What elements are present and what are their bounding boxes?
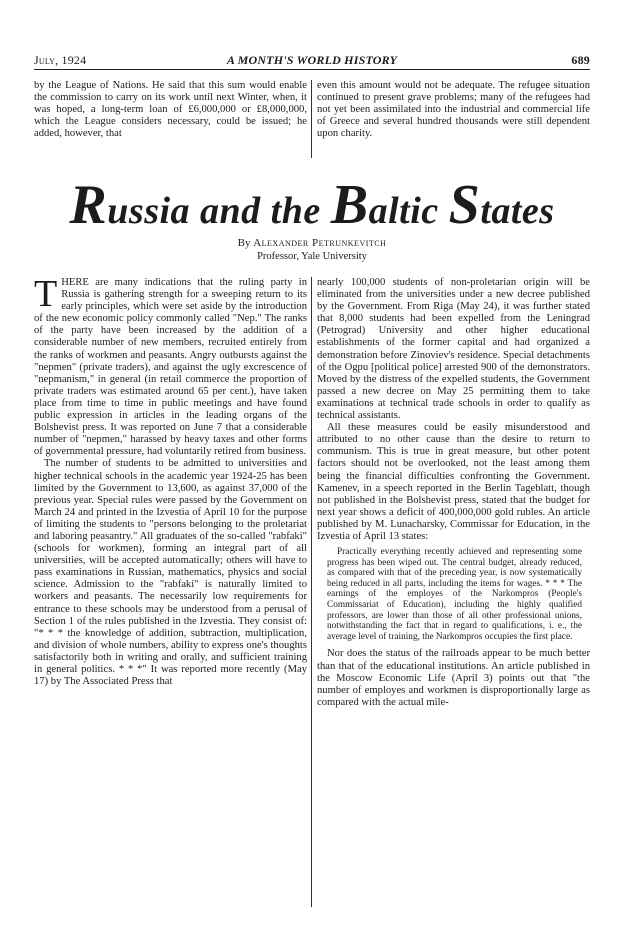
continued-text-right (317, 80, 590, 140)
page-header (34, 53, 590, 67)
article-column-right (317, 277, 590, 709)
continued-paragraph-right: even this amount would not be adequate. The refugee situation continued to present grave problems; many of the refugees had not yet been assimilated into the industrial and commercial life of Greece and several hundred thousands were still dependent upon charity. (317, 80, 590, 140)
running-title: A MONTH'S WORLD HISTORY (226, 53, 398, 67)
block-quote: Practically everything recently achieved and representing some progress has been wiped out. The central budget, already reduced, as compared with that of the preceding year, is now systematically being reduced in all parts, including the items for wages. * * * The earnings of the employes of the Narkompros (People's Commissariat of Education), including the highly qualified professors, are lower than those of all other professional unions, notwithstanding the fact that in regard to qualifications, i. e., the average level of training, the Narkompros occupies the first place. (327, 547, 582, 642)
author-name: Alexander Petrunkevitch (253, 237, 387, 249)
column-divider-top (311, 80, 312, 158)
article-paragraph: nearly 100,000 students of non-proletarian origin will be eliminated from the universities under a new decree published by the Government. From Riga (May 24), it was further stated that 8,000 students had been expelled from the Leningrad (Petrograd) University and other higher educational establishments of the former capital and had organized a demonstration before Zinoviev's residence. Special detachments of the Ogpu [political police] arrested 900 of the demonstrators. Moved by the distress of the expelled students, the Government passed a new decree on May 25 permitting them to take examinations at technical trade schools in order to qualify as technical assistants. (317, 277, 590, 422)
article-paragraph: THERE are many indications that the ruling party in Russia is gathering strength for a sweeping return to its early principles, which were set aside by the introduction of the new economic policy commonly called "Nep." The ranks of the party have been increased by the addition of a considerable number of new members, recruited entirely from the ranks of workmen and peasants. Angry outbursts against the "nepmen" (private traders), and against the ugly excrescence of "nepmanism," in general (in retail commerce the proportion of private traders was estimated around 65 per cent.), have taken place from time to time in public meetings and have found public expression in articles in the leading organs of the Bolshevist press. It was reported on June 7 that a considerable number of "nepmen," harassed by heavy taxes and other forms of governmental pressure, had voluntarily retired from business. (34, 273, 307, 458)
issue-date: July, 1924 (34, 53, 87, 67)
column-divider-main (311, 277, 312, 907)
author-affiliation: Professor, Yale University (257, 251, 367, 262)
article-paragraph: All these measures could be easily misunderstood and attributed to no other cause than the desire to return to communism. This is true in great measure, but other potent factors should not be overlooked, not the least among them being the financial difficulties confronting the Government. Kamenev, in a speech reported in the Berlin Tageblatt, though not published in the Bolshevist press, stated that the budget for next year shows a deficit of 400,000,000 gold rubles. An article published by M. Lunacharsky, Commissar for Education, in the Izvestia of April 13 states: (317, 422, 590, 542)
drop-cap: T (34, 273, 58, 315)
article-title: Russia and the Baltic States (69, 174, 555, 236)
page-number: 689 (571, 53, 590, 67)
article-paragraph: The number of students to be admitted to universities and higher technical schools in the academic year 1924-25 has been limited by the Government to 13,600, as against 37,000 of the previous year. Special rules were passed by the Government on March 24 and printed in the Izvestia of April 10 for the purpose of limiting the students to "persons belonging to the proletariat and laboring peasantry." All graduates of the so-called "rabfaki" (schools for workmen), forming an integral part of all universities, will be accepted automatically; others will have to pass examinations in Russian, mathematics, physics and social science. Admission to the "rabfaki" is naturally limited to workers and peasants. The necessarily low requirements for entrance to these schools may be understood from a perusal of Section 1 of the rules published in the Izvestia. They consist of: "* * * the knowledge of addition, subtraction, multiplication, and division of whole numbers, ability to express one's thoughts satisfactorily both in writing and orally, and sufficient training in general politics. * * *" It was reported more recently (May 17) by The Associated Press that (34, 458, 307, 688)
article-column-left (34, 273, 307, 688)
continued-paragraph-left: by the League of Nations. He said that this sum would enable the commission to carry on its work until next Winter, when, it was hoped, a long-term loan of £6,000,000 or £8,000,000, which the League considers necessary, could be issued; he added, however, that (34, 80, 307, 140)
header-rule (34, 69, 590, 70)
byline: By Alexander Petrunkevitch (237, 237, 387, 249)
continued-text-left (34, 80, 307, 140)
article-paragraph: Nor does the status of the railroads appear to be much better than that of the educational institutions. An article published in the Moscow Economic Life (April 3) points out that "the number of employes and workmen is disproportionally large as compared with the actual mile- (317, 648, 590, 708)
